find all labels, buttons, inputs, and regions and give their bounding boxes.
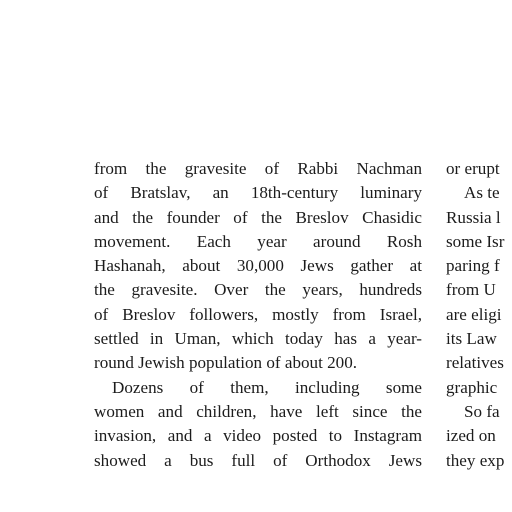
text-column-right bbox=[446, 157, 512, 473]
text-line: from the gravesite of Rabbi Nachman bbox=[94, 159, 422, 178]
text-line: ized on bbox=[446, 426, 496, 446]
text-line: round Jewish population of about 200. bbox=[94, 353, 358, 373]
text-line: So fa bbox=[464, 401, 500, 421]
text-line: of Breslov followers, mostly from Israel, bbox=[94, 304, 422, 324]
text-line: Hashanah, about 30,000 Jews gather at bbox=[94, 256, 422, 276]
text-line: As te bbox=[464, 183, 500, 203]
text-line: invasion, and a video posted to Instagram bbox=[94, 426, 422, 446]
text-line: paring f bbox=[446, 256, 500, 276]
text-column-left bbox=[94, 157, 422, 473]
text-line: or erupt bbox=[446, 159, 500, 178]
text-line: graphic bbox=[446, 377, 498, 397]
text-line: of Bratslav, an 18th-century luminary bbox=[94, 183, 422, 203]
text-line: are eligi bbox=[446, 304, 502, 324]
text-line: showed a bus full of Orthodox Jews bbox=[94, 450, 422, 470]
text-line: Russia l bbox=[446, 207, 501, 227]
text-line: movement. Each year around Rosh bbox=[94, 231, 422, 251]
text-line: from U bbox=[446, 280, 496, 300]
text-line: women and children, have left since the bbox=[94, 401, 422, 421]
text-line: Dozens of them, including some bbox=[112, 377, 422, 397]
text-line: its Law bbox=[446, 329, 497, 349]
text-line: the gravesite. Over the years, hundreds bbox=[94, 280, 422, 300]
text-line: settled in Uman, which today has a year- bbox=[94, 329, 422, 349]
text-line: relatives bbox=[446, 353, 504, 373]
text-line: some Isr bbox=[446, 231, 505, 251]
text-line: and the founder of the Breslov Chasidic bbox=[94, 207, 422, 227]
text-line: they exp bbox=[446, 450, 505, 470]
